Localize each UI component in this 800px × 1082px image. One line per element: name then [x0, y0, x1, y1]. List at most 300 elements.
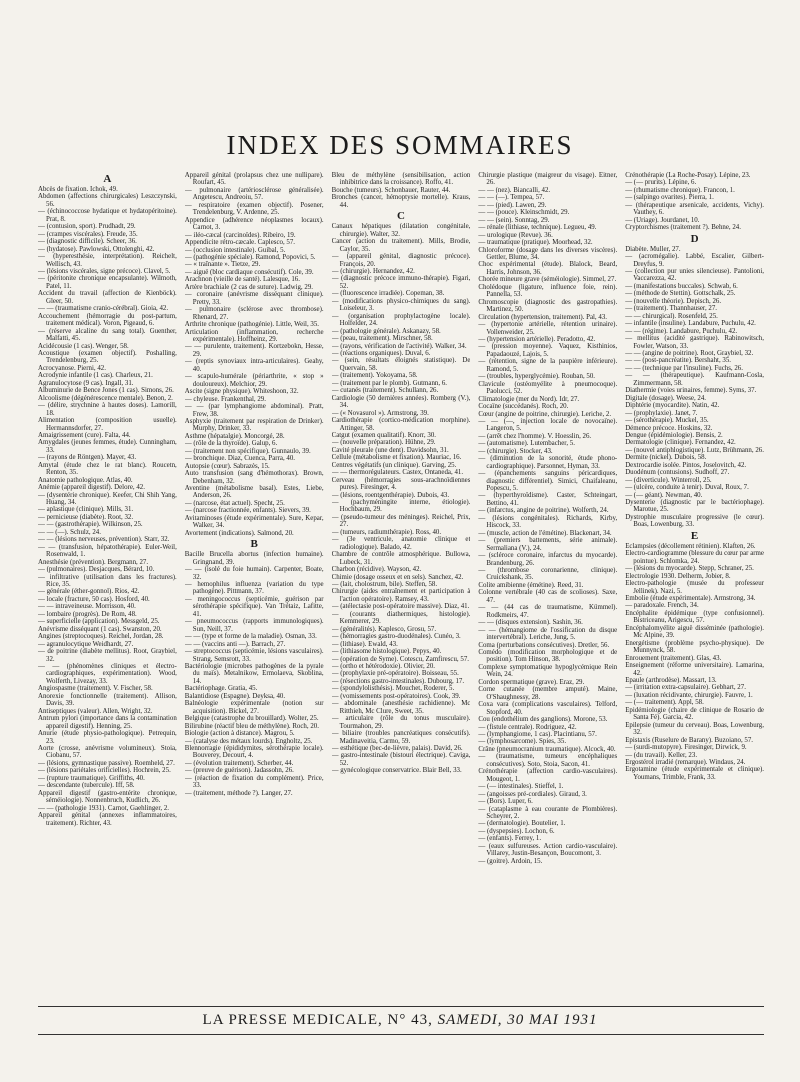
index-entry: — — (transfusion, hépatothérapie). Euler-Weil, Rosenwald, 1.	[38, 543, 177, 559]
index-entry: Embolie (étude expérimentale). Armstrong, 34.	[625, 595, 756, 603]
index-entry: Chirurgie plastique (maigreur du visage). Eitner, 26.	[478, 172, 618, 187]
index-entry: — traumatique (pratique). Moorhead, 32.	[478, 239, 593, 247]
index-entry: — — (traumatisme cranio-cérébral). Gioia, 42.	[38, 305, 169, 313]
index-entry: Arthrite chronique (pathogénie). Little, Weil, 35.	[184, 321, 320, 329]
index-entry: Balnéologie expérimentale (notion sur acquisition). Bickel, 27.	[184, 700, 324, 715]
index-entry: Cryptorchismes (traitement ?). Behne, 24.	[625, 224, 741, 232]
index-entry: Antiseptiques (valeur). Allen, Wright, 32.	[38, 707, 153, 715]
index-entry: — aiguë (bloc cardiaque consécutif). Cole, 39.	[184, 268, 314, 276]
index-entry: Albuminurie de Bence Jones (1 cas). Simons, 26.	[38, 387, 174, 395]
index-entry: — lombaire (progrès). De Rom, 48.	[38, 610, 137, 618]
index-entry: — — purulente, traitement). Kortzebokn, Hesse, 29.	[184, 343, 324, 358]
index-entry: — — thermorégulateurs. Castex, Ontaneda, 41.	[331, 469, 464, 477]
index-entry: — agranulocytique Weidhardt, 27.	[38, 640, 134, 648]
index-entry: — (surdi-mutopyre). Firesinger, Dirwick, 9.	[625, 744, 747, 752]
index-entry: Avortement (indications). Salmond, 20.	[184, 529, 294, 537]
index-entry: — — (—). Schulz, 24.	[38, 528, 101, 536]
index-entry: Coxa vara (complications vasculaires). Telford, Stopford, 40.	[478, 701, 618, 716]
index-entry: Cordon spermatique (grave). Eraz, 29.	[478, 678, 585, 686]
index-entry: Cardiologie (50 dernières années). Romberg (V.), 34.	[331, 394, 471, 410]
index-entry: Anesthésie (prévention). Bergmann, 27.	[38, 558, 149, 566]
index-entry: — (réaction de fixation du complément). Price, 33.	[184, 774, 324, 790]
index-entry: — (contusion, sport). Prudhadt, 29.	[38, 223, 136, 231]
index-entry: — — (régime). Landabure, Puchulu, 42.	[625, 327, 738, 335]
index-entry: — (courants diathermiques, histologie). Kemmerer, 29.	[331, 610, 471, 626]
index-entry: — (atélectasie post-opératoire massive). Diaz, 41.	[331, 603, 470, 611]
index-entry: — (pathologie générale). Askanazy, 58.	[331, 327, 441, 335]
index-entry: — (— traitement). Appl, 58.	[625, 699, 704, 707]
index-entry: — (lésions, gymnastique passive). Roemheld, 27.	[38, 759, 175, 767]
index-entry: — — (lésions nerveuses, prévention). Starr, 32.	[38, 536, 170, 544]
index-entry: — infantile (insuline). Landabure, Puchulu, 42.	[625, 320, 756, 328]
index-entry: — — (vaccins anti —). Barrach, 27.	[184, 640, 286, 648]
index-entry: Chloroforme (dosage dans les diverses viscères). Gettler, Blume, 34.	[478, 246, 618, 261]
index-entry: — (Uriage). Jourdanet, 10.	[625, 216, 700, 224]
index-entry: Démence précoce. Hoskins, 32.	[625, 424, 713, 432]
index-entry: Chimie (dosage osseux et en sels). Sanchez, 42.	[331, 573, 464, 581]
index-entry: — (hypertonie artérielle, rétention urinaire). Vollenweider, 25.	[478, 321, 618, 336]
index-entry: — locale (fracture, 50 cas). Hosford, 40.	[38, 595, 150, 603]
index-entry: — (collection pur unies silencieuse). Pantolioni, Vaccarezza, 42.	[625, 267, 764, 283]
page-footer	[0, 1012, 800, 1029]
index-entry: — (arrêt chez l'homme). V. Hoesslin, 26.	[478, 432, 592, 440]
index-entry: — pulmonaire (artériosclérose généralisée). Angetescu, Andreoiu, 57.	[184, 186, 324, 202]
index-entry: Encéphalite épidémique (type confusionnel). Bistriceanu, Arigescu, 57.	[625, 609, 764, 625]
index-entry: — esthétique (bec-de-lièvre, palais). David, 26.	[331, 744, 463, 752]
index-entry: — (dyspepsies). Lochon, 6.	[478, 827, 555, 835]
index-entry: — (sein, résultats éloignés statistique). De Quervain, 58.	[331, 357, 471, 372]
index-entry: — bronchique. Diaz, Cuenca, Parra, 40.	[184, 455, 296, 463]
index-entry: Ergotamine (étude expérimentale et clinique). Youmans, Trimble, Frank, 33.	[625, 766, 764, 781]
index-entry: — (délire, strychnine à hautes doses). Lamorill, 18.	[38, 402, 177, 417]
index-entry: — (rôle de la thyroïde). Galup, 6.	[184, 440, 278, 448]
index-entry: Bactériologie (microbes pathogènes de la pyrale du maïs). Metalnikow, Ermolaeva, Skoblina, 14.	[184, 663, 324, 685]
index-entry: Complexe symptomatique hypoglycémique Rein Wein, 24.	[478, 663, 618, 679]
index-entry: — (réserve alcaline du sang total). Guenther, Malfatti, 45.	[38, 327, 177, 343]
index-entry: Charbon (récidive). Wayson, 42.	[331, 566, 422, 574]
index-entry: Acidécousie (1 cas). Wenger, 58.	[38, 342, 129, 350]
index-entry: — (scléroce coronaire, infarctus du myocarde). Brandenburg, 26.	[478, 552, 618, 567]
index-entry: — (diminution de la sonorité, étude phono-cardiographique). Parsonnet, Hyman, 33.	[478, 455, 618, 470]
index-entry: Dystrophie musculaire progressive (le cœur). Boas, Lowenburg, 33.	[625, 513, 764, 529]
index-entry: Diathermie (voies urinaires, femme). Syms, 37.	[625, 387, 757, 395]
index-entry: Cœur (angine de poitrine, chirurgie). Leriche, 2.	[478, 410, 612, 418]
index-entry: — (eaux sulfureuses. Action cardio-vasculaire). Villarey, Justin-Besançon, Boucomont, 3.	[478, 842, 618, 858]
index-entry: — coronaire (anévrisme disséquant clinique). Pretty, 33.	[184, 291, 324, 306]
index-entry: — (occlusion intestinale). Guibal, 5.	[184, 246, 286, 254]
index-entry: — (hyperthyroïdisme). Caster, Schteingart, Bettino, 41.	[478, 492, 618, 507]
index-entry: — (évolution traitement). Scherber, 44.	[184, 759, 294, 767]
index-entry: — (échinococcose hydatique et hydatopéritoine). Prat, 8.	[38, 208, 177, 223]
index-entry: — biliaire (troubles pancréatiques consécutifs). Madinaveitia, Carmo, 59.	[331, 730, 471, 745]
index-entry: — (— géant). Newman, 40.	[625, 491, 703, 499]
index-entry: — (appareil génital, diagnostic précoce). François, 20.	[331, 253, 471, 268]
index-entry: — (lésions du myocarde). Stepp, Schraner, 25.	[625, 565, 754, 573]
index-entry: Angines (streptocoques). Reichel, Jordan, 28.	[38, 633, 164, 641]
index-entry: — (pseudo-tumeur des méninges). Reichel, Prix, 27.	[331, 513, 471, 529]
index-entry: — (infarctus, angine de poitrine). Wolferth, 24.	[478, 507, 609, 515]
index-entry: — — (angine de poitrine). Root, Graybiel, 32.	[625, 349, 754, 357]
index-entry: — — (pied). Lawen, 29.	[478, 201, 547, 209]
index-entry: — — (disques extension). Sashin, 36.	[478, 619, 583, 627]
index-entry: — (automatisme). Lutembacher, 5.	[478, 440, 575, 448]
index-entry: — — (technique par l'insuline). Fuchs, 26.	[625, 364, 743, 372]
index-entry: — (prophylaxie). Janet, 7.	[625, 409, 698, 417]
index-entry: Acrocyanose. Pierni, 42.	[38, 364, 106, 372]
index-entry: — (traitement, méthode ?). Langer, 27.	[184, 789, 293, 797]
index-entry: — (nouvelle préparation). Hühne, 29.	[331, 439, 436, 447]
index-entry: — — (sein). Sonntag, 29.	[478, 216, 550, 224]
index-entry: Cancer (action du traitement). Mills, Brodie, Caylor, 35.	[331, 238, 471, 253]
index-entry: Belgique (catastrophe du brouillard). Wolter, 25.	[184, 715, 319, 723]
index-entry: — (traumatisme, tumeurs encéphaliques consécutives). Soto, Stoia, Sacon, 41.	[478, 753, 618, 768]
section-letter: D	[690, 232, 699, 245]
index-entry: — (hypertension artérielle). Peradotto, 42.	[478, 335, 596, 343]
index-entry: — (méthode de Stettin). Gottschalk, 25.	[625, 290, 736, 298]
index-entry: — infiltrative (utilisation dans les fractures). Rice, 35.	[38, 573, 177, 589]
index-entry: — (narcose fractionnée, enfants). Sievers, 39.	[184, 507, 311, 515]
index-entry: Bilirubine (réactif bleu de méthylène). Roch, 20.	[184, 722, 319, 730]
index-entry: Cou (endothélium des ganglions). Morone, 53.	[478, 716, 608, 724]
index-entry: Canaux hépatiques (dilatation congénitale, chirurgie). Walter, 32.	[331, 223, 471, 238]
index-entry: — — (par lymphangiome abdominal). Pratt, Frew, 38.	[184, 403, 324, 418]
index-entry: Epidémiologie (chaire de clinique de Rosario de Santa Fé). Garcia, 42.	[625, 706, 764, 722]
index-entry: — — (pouce). Kleinschmidt, 29.	[478, 209, 570, 217]
index-entry: — pernicieuse (diabète). Root, 32.	[38, 513, 134, 521]
index-entry: Angiospasme (traitement). V. Fischer, 58.	[38, 685, 153, 693]
index-entry: — (du travail). Keller, 23.	[625, 751, 698, 759]
index-entry: Appareil digestif (gastro-entérite chronique, séméiologie). Nonnenbruch, Kudlich, 26.	[38, 789, 177, 805]
footer-date: SAMEDI, 30 MAI 1931	[437, 1012, 598, 1028]
index-entry: — (catalyse des métaux lourds). Engholtz, 25.	[184, 737, 313, 745]
index-entry: — (rétention, signe de la paupière inférieure). Ramond, 5.	[478, 358, 618, 373]
index-entry: — (rupture traumatique). Griffiths, 40.	[38, 774, 145, 782]
index-entry: Agranulocytose (9 cas). Ingall, 31.	[38, 379, 134, 387]
index-entry: — — (type et forme de la maladie). Osman, 33.	[184, 633, 317, 641]
index-entry: — meningococcus (septicémie, guérison par sérothérapie spécifique). Van Trétaiz, Lafitte, 41.	[184, 595, 324, 618]
index-entry: Anévrisme disséquant (1 cas). Swanston, 20.	[38, 625, 162, 633]
index-entry: Asphyxie (traitement par respiration de Drinker). Murphy, Drinker, 33.	[184, 417, 324, 433]
index-entry: Aventine (métabolisme basal). Estes, Liebe, Anderson, 26.	[184, 485, 324, 500]
index-entry: — (rhumatisme chronique). Francon, 1.	[625, 186, 735, 194]
index-entry: — (chirurgie). Stocker, 43.	[478, 447, 553, 455]
index-entry: — (péritonite chronique encapsulante). Wilmoth, Patel, 11.	[38, 275, 177, 290]
index-entry: Appendice (adhérence néoplasmes locaux). Carnot, 3.	[184, 216, 324, 232]
index-entry: Anatomie pathologique. Atlas, 40.	[38, 476, 133, 484]
index-entry: — (muscle, action de l'émétine). Blackenart, 34.	[478, 529, 612, 537]
index-entry: Arachnon (vieille de santé). Lalesque, 16.	[184, 276, 300, 284]
index-entry: — (hyperesthésie, interprétation). Reichelt, Wellisch, 43.	[38, 253, 177, 268]
footer-rule-bottom	[38, 1034, 764, 1035]
index-column-1	[38, 172, 177, 1004]
index-columns	[38, 172, 764, 1004]
index-entry: — (diverticule). Winterroll, 25.	[625, 476, 712, 484]
index-entry: — (traitement non spécifique). Gunnaulo, 39.	[184, 447, 311, 455]
index-entry: Appareil génital (annexes inflammatoires, traitement). Richter, 43.	[38, 812, 177, 827]
index-entry: — (ortho et hétérodoxie). Olivier, 20.	[331, 663, 436, 670]
index-entry: — rénale (lithiase, technique). Legueu, 49.	[478, 224, 597, 232]
index-entry: — (dysentérie chronique). Keefer, Chi Shih Yang, Huang, 34.	[38, 491, 177, 507]
index-entry: Duodénum (contusions). Sudhoff, 27.	[625, 469, 730, 477]
index-entry: — (vomissements post-opératoires). Cook, 39.	[331, 692, 461, 700]
index-entry: Aorte (crosse, anévrisme volumineux). Stoia, Ciobanu, 57.	[38, 744, 177, 760]
index-entry: — (troubles, hyperglycémie). Rouban, 50.	[478, 373, 595, 381]
index-entry: — (crampes viscérales). Freude, 35.	[38, 230, 138, 238]
index-entry: — iléo-cæcal (carcinoïdes). Ribeiro, 19.	[184, 231, 296, 239]
index-entry: Alimentation (composition usuelle). Hermannsdorfer, 27.	[38, 417, 177, 432]
index-entry: Appareil génital (prolapsus chez une nullipare). Roufart, 45.	[184, 172, 324, 187]
index-entry: — (— prurits). Lépine, 6.	[625, 179, 697, 187]
index-entry: — (réactions organiques). Duval, 6.	[331, 349, 431, 357]
index-entry: Acoustique (examen objectif). Poshalling, Trendelenburg, 25.	[38, 349, 177, 365]
index-entry: Encéphalomyélite aiguë disséminée (pathologie). Mc Alpine, 39.	[625, 624, 764, 640]
index-entry: Bacille Brucella abortus (infection humaine). Gringnand, 39.	[184, 551, 324, 566]
index-entry: — (sérothérapie). Muckel, 35.	[625, 417, 709, 425]
index-entry: Choc expérimental (étude). Blalock, Beard, Harris, Johnson, 36.	[478, 261, 618, 276]
index-entry: — paradoxale. French, 34.	[625, 602, 699, 610]
index-entry: — (lésions pariétales orificielles). Hochrein, 25.	[38, 767, 171, 775]
section-letter: E	[690, 529, 699, 542]
index-entry: Coma (perturbations consécutives). Dretler, 56.	[478, 641, 610, 649]
index-entry: — (luxation récidivante, chirurgie). Fauvre, 1.	[625, 691, 753, 699]
index-entry: — (traitement). Yokoyama, 58.	[331, 372, 418, 380]
index-entry: Abdomen (affections chirurgicales) Leszczynski, 56.	[38, 193, 177, 208]
index-entry: Centres végétatifs (un clinique). Garving, 25.	[331, 461, 457, 469]
index-entry: — (opération de Syme). Cotescu, Zamfirescu, 57.	[331, 655, 469, 663]
index-entry: Enrouement (traitement). Glas, 43.	[625, 654, 722, 662]
index-entry: Biologie (action à distance). Magrou, 5.	[184, 730, 295, 738]
index-entry: Epilepsie (tumeur du cerveau). Boas, Lowenburg, 32.	[625, 721, 764, 737]
page-title: INDEX DES SOMMAIRES	[226, 130, 574, 160]
index-column-2	[185, 172, 324, 1004]
index-entry: Appendicite rétro-cæcale. Caplesco, 57.	[184, 239, 296, 247]
index-entry: — — (hémangiome de l'ossification du disque intervertébral). Leriche, Jung, 5.	[478, 626, 618, 642]
index-entry: — (traitement). Thannhauser, 27.	[625, 305, 718, 313]
index-entry: — (rayons, vérification de l'activité). Walker, 34.	[331, 342, 467, 350]
index-entry: — — (nez). Biancalli, 42.	[478, 186, 551, 194]
index-entry: Circulation (hypertension, traitement). Pal, 43.	[478, 313, 607, 321]
index-entry: — pulmonaire (sclérose avec thrombose). Rhenard, 27.	[184, 306, 324, 321]
footer-rule-top	[38, 1006, 764, 1007]
index-entry: — (fluorescence irradiée). Copeman, 38.	[331, 290, 445, 298]
index-entry: — (fistule centrale). Rodriguez, 42.	[478, 723, 577, 731]
index-entry: — (traitement par le plomb). Gutmann, 6.	[331, 379, 447, 387]
index-entry: Ergostérol irradié (remarque). Windaus, 24.	[625, 758, 746, 766]
index-entry: Chambre de contrôle atmosphérique. Bullowa, Lubeck, 31.	[331, 551, 471, 566]
index-column-4	[478, 172, 617, 1004]
index-entry: — — intraveineuse. Morrisson, 40.	[38, 603, 136, 611]
index-entry: Electrologie 1930. Delherm, Jobier, 8.	[625, 572, 731, 580]
index-entry: — respiratoire (examen objectif). Posener, Trendelenburg, V. Ardenne, 25.	[184, 201, 324, 217]
index-entry: Dermite (nickel). Dubois, 58.	[625, 454, 707, 462]
index-entry: — (irritation extra-capsulaire). Gebhart, 27.	[625, 684, 746, 692]
index-entry: Dextrocardie isolée. Pintos, Joselovitch, 42.	[625, 461, 747, 469]
index-entry: Anorexie fonctionnelle (traitement). Allison, Davis, 39.	[38, 692, 177, 708]
index-entry: — (modifications physico-chimiques du sang). Loiseleur, 3.	[331, 297, 471, 313]
index-entry: — abdominale (anesthésie rachidienne). Mc Ritthieh, Mc Clure, Sweet, 35.	[331, 700, 471, 715]
index-entry: — — (post-pancréatite). Bershaht, 35.	[625, 357, 732, 365]
index-entry: Bronches (cancer, hémoptysie mortelle). Kraus, 44.	[331, 194, 471, 209]
index-entry: — (lésions, roentgenthérapie). Dubois, 43.	[331, 491, 450, 499]
index-entry: — — (isolé du foie humain). Carpenter, Boate, 32.	[184, 566, 324, 581]
index-entry: Cavité pleurale (une dent). Davidsohn, 31.	[331, 446, 449, 454]
index-entry: Antrum pylori (importance dans la contamination appareil digestif). Henning, 25.	[38, 715, 177, 730]
index-entry: — (enfants). Ferrey, 1.	[478, 835, 542, 843]
index-entry: Cholédoque (ligature, influence foie, rein). Pannella, 53.	[478, 283, 618, 299]
index-entry: Energétisme (problème psycho-physique). De Munnynck, 58.	[625, 639, 764, 655]
index-entry: — — (gastrothérapie). Wilkinson, 25.	[38, 521, 143, 529]
index-entry: Blennorragie (épididymites, sérothérapie locale). Bouverey, Decourt, 4.	[184, 744, 324, 760]
index-entry: — (prophylaxie pré-opératoire). Boisseau, 55.	[331, 670, 459, 678]
section-letter: A	[103, 173, 112, 185]
index-entry: Anémie (appareil digestif). Delore, 42.	[38, 484, 145, 492]
index-entry: — (cataplasme à eau courante de Plombières). Scheyrer, 2.	[478, 805, 618, 820]
index-entry: — (« Novasurol »). Armstrong, 39.	[331, 409, 429, 417]
index-entry: — pneumococcus (rapports immunologiques). Sun, Neill, 37.	[184, 618, 324, 633]
index-entry: Eclampsies (décollement rétinien). Klaften, 26.	[625, 542, 756, 550]
index-entry: — (hydatose). Pawlowski, Ottolenghi, 42.	[38, 245, 155, 253]
index-entry: — (premiers battements, série animale). Sermaliana (V.), 24.	[478, 537, 618, 552]
index-entry: Accouchement (hémorragie du post-partum, traitement médical). Voron, Pigeaud, 6.	[38, 312, 177, 328]
index-entry: — (rayons de Röntgen). Mayer, 43.	[38, 454, 137, 462]
index-entry: — (3e ventricule, anatomie clinique et radiologique). Balado, 42.	[331, 536, 471, 551]
index-entry: — (acromégalie). Labbé, Escalier, Gilbert-Dreyfus, 9.	[625, 253, 764, 268]
index-entry: — générale (éther-gonnol). Rios, 42.	[38, 588, 140, 596]
index-entry: Colite amibienne (émétine). Reed, 31.	[478, 581, 584, 589]
index-entry: Amygdales (jeunes femmes, étude). Cunningham, 33.	[38, 439, 177, 454]
index-entry: Cocaïne (succédanés). Roch, 20.	[478, 403, 569, 411]
index-entry: — — (pathologie 1931). Carnot, Gaehlinger, 2.	[38, 804, 169, 812]
index-entry: Chirurgie (aides entraînement et participation à l'action opératoire). Ramsey, 43.	[331, 588, 471, 603]
index-entry: — descendante (tubercule). Iff, 58.	[38, 782, 135, 790]
index-entry: — (lésions congénitales). Richards, Kirby, Hiscock, 33.	[478, 514, 618, 530]
index-entry: Dengue (épidémiologie). Bensis, 2.	[625, 431, 723, 439]
index-entry: Alcoolisme (dégénérescence mentale). Benon, 2.	[38, 394, 173, 402]
index-entry: Articulation (inflammation, recherche expérimentale). Hoffheinz, 29.	[184, 328, 324, 343]
index-entry: — (nouvel antiphlogistique). Lutz, Brühmann, 26.	[625, 446, 764, 454]
index-entry: — (lymphangiome, 1 cas). Placintianu, 57.	[478, 730, 597, 738]
index-entry: Artère brachiale (2 cas de suture). Ladwig, 29.	[184, 283, 313, 291]
index-entry: Epistaxis (Ruselure de Barany). Buzoiano, 57.	[625, 736, 754, 744]
index-entry: — scapulo-humérale (périarthrite, « stop » douloureux). Melchior, 29.	[184, 373, 324, 388]
index-entry: — (spondylolisthésis). Mouchet, Roderer, 5.	[331, 685, 455, 693]
index-entry: — (Bors). Luper, 6.	[478, 798, 533, 806]
index-entry: — (pachyméningite interne, étiologie). Hochbaum, 29.	[331, 499, 471, 514]
index-column-3	[332, 172, 471, 1004]
index-entry: — (résections gastro-intestinales). Dubourg, 17.	[331, 677, 465, 685]
index-entry: Balantidiose (Espagne). Deyksa, 40.	[184, 692, 286, 700]
index-entry: — (dermatologie). Boutelier, 1.	[478, 820, 566, 828]
index-entry: Bouche (tumeurs). Schonbauer, Rauter, 44.	[331, 186, 451, 194]
index-entry: — cutanés (traitement). Schullann, 26.	[331, 387, 439, 395]
index-entry: — (narcose, état actuel). Specht, 25.	[184, 499, 285, 507]
index-entry: Catgut (examen qualitatif). Knorr, 30.	[331, 431, 436, 439]
index-entry: — — (44 cas de traumatisme, Kümmel). Rodkmeirs, 47.	[478, 604, 618, 619]
index-entry: Corne cutanée (membre amputé). Maine, O'Shaughnessy, 28.	[478, 686, 618, 701]
index-entry: — (pathogénie spéciale). Ramond, Popovici, 5.	[184, 253, 316, 261]
index-entry: Diabète. Muller, 27.	[625, 245, 681, 253]
index-entry: — — chirurgical). Rosenfeld, 25.	[625, 312, 718, 320]
index-entry: Colonne vertébrale (40 cas de scolioses). Saxe, 47.	[478, 589, 618, 604]
index-entry: Chorée mineure grave (séméiologie). Simmel, 27.	[478, 276, 617, 284]
index-entry: — (peau, traitement). Mirschner, 58.	[331, 335, 433, 343]
index-entry: Electro-cardiogramme (blessure du cœur par arme pointue). Schlomka, 24.	[625, 550, 764, 565]
index-entry: Crâne (pneumocranium traumatique). Alcock, 40.	[478, 745, 616, 753]
index-entry: — (goitre). Ardoin, 15.	[478, 857, 543, 865]
index-entry: Crénothérapie (La Roche-Posay). Lépine, 23.	[625, 172, 751, 179]
index-entry: Climatologie (mer du Nord). Idr, 27.	[478, 395, 580, 403]
index-entry: — (diagnostic difficile). Scheer, 36.	[38, 238, 137, 246]
index-entry: — (pression moyenne). Vaquez, Kisthinios, Papadaouzé, Lajois, 5.	[478, 343, 618, 358]
index-entry: Acrodynie infantile (1 cas). Charleux, 21.	[38, 372, 153, 380]
index-entry: — (lithiasome histologique). Pepys, 40.	[331, 648, 442, 656]
index-entry: — chyleuse. Frankenthal, 29.	[184, 395, 266, 403]
footer-journal: LA PRESSE MEDICALE, N° 43,	[202, 1012, 433, 1028]
index-entry: — hemophilus influenza (variation du type pathogène). Pittmann, 37.	[184, 581, 324, 596]
index-entry: — gastro-intestinale (bistouri électrique). Caviga, 52.	[331, 752, 471, 767]
index-entry: — (angoisses pré-cordiales). Giraud, 3.	[478, 790, 587, 798]
index-entry: Diphtérie (myocardite). Natin, 42.	[625, 402, 720, 410]
index-entry: Comédo (modification morphologique et de position). Tom Hinson, 38.	[478, 649, 618, 664]
index-entry: — — (—, injection locale de novocaïne). Langeron, 5.	[478, 417, 618, 433]
index-entry: Dermatologie (clinique). Fernandez, 42.	[625, 439, 736, 447]
index-entry: — superficielle (application). Messgeld, 25.	[38, 618, 160, 626]
index-entry: Cellule (métabolisme et fixation). Mauriac, 16.	[331, 454, 462, 462]
index-entry: Accident du travail (affection de Kienböck). Gleer, 50.	[38, 290, 177, 305]
index-entry: — (ulcère, conduite à tenir). Duval, Roux, 7.	[625, 484, 749, 492]
index-entry: Avitaminoses (étude expérimentale). Sure, Kepar, Walker, 34.	[184, 514, 324, 530]
index-entry: — (tumeurs, radiumthérapie). Ross, 40.	[331, 528, 442, 536]
index-entry: — (thérapeutique arsenicale, accidents, Vichy). Vauthey, 6.	[625, 201, 764, 217]
index-entry: — aplastique (clinique). Mills, 31.	[38, 506, 134, 514]
index-entry: Cardiothérapie (cortico-médication morphine). Attinger, 58.	[331, 417, 471, 432]
index-entry: — — (phénomènes cliniques et électro-cardiographiques, expérimentation). Wood, Wolferth, Livezay, 33.	[38, 663, 177, 685]
index-entry: Cerveau (hémorragies sous-arachnoïdiennes pures). Firesinger, 4.	[331, 476, 471, 492]
index-entry: Chromoscopie (diagnostic des gastropathies). Martinez, 50.	[478, 298, 618, 314]
index-entry: — (organisation prophylactogène locale). Holfelder, 24.	[331, 312, 471, 328]
index-entry: Abcès de fixation. Ichok, 49.	[38, 186, 118, 193]
index-entry: Epaule (arthrodèse). Massart, 13.	[625, 677, 717, 684]
index-entry: — (lait, cholostrum, bile). Steffen, 58.	[331, 581, 438, 589]
index-entry: — mellitus (acidité gastrique). Rabinowitsch, Fowler, Watson, 33.	[625, 335, 764, 350]
index-entry: — (généralités). Kaplesco, Grosu, 57.	[331, 625, 437, 633]
index-entry: Auto transfusion (sang d'hémothorax). Brown, Debenham, 32.	[184, 470, 324, 485]
index-entry: Anurie (étude physio-pathologique). Petrequin, 23.	[38, 730, 177, 745]
index-entry: — (nouvelle théorie). Depisch, 26.	[625, 297, 722, 305]
index-entry: — (épanchements sanguins péricardiques, diagnostic différentiel). Simici, Chaifaleanu, Popescu, 5.	[478, 470, 618, 493]
index-entry: — (diagnostic précoce immuno-thérapie). Figari, 52.	[331, 275, 471, 290]
index-entry: — streptococcus (septicémie, lésions vasculaires). Strang, Semsrott, 33.	[184, 648, 324, 663]
index-entry: Bactériophage. Gratia, 45.	[184, 685, 258, 693]
index-entry: — — (thérapeutique). Kaufmann-Cosla, Zimmermann, 58.	[625, 372, 764, 387]
index-entry: — « traînante ». Tietze, 29.	[184, 261, 261, 269]
index-entry: Crénothérapie (affection cardio-vasculaires). Mougeot, 1.	[478, 768, 618, 783]
index-entry: Amaigrissement (cure). Falta, 44.	[38, 431, 131, 439]
index-entry: — (hémorragies gastro-duodénales). Cunéo, 3.	[331, 633, 461, 641]
index-entry: — urologique (Revue). 36.	[478, 231, 553, 239]
index-entry: Amytal (étude chez le rat blanc). Roucetn, Renton, 35.	[38, 461, 177, 477]
index-entry: Electro-pathologie (musée du professeur Jellinek). Nazi, 5.	[625, 580, 764, 595]
index-entry: — (manifestations buccales). Schwab, 6.	[625, 282, 738, 290]
index-entry: Enseignement (réforme universitaire). Lamarina, 42.	[625, 662, 764, 677]
section-letter: B	[250, 538, 258, 551]
index-entry: — (pulmonaires). Desjacques, Bérard, 10.	[38, 566, 155, 574]
index-entry: Digitale (dosage). Weese, 24.	[625, 394, 707, 402]
index-entry: Bleu de méthylène (sensibilisation, action inhibitrice dans la croissance). Roffo, 41.	[331, 172, 471, 187]
index-entry: — (lithiase). Ewald, 43.	[331, 640, 398, 648]
index-entry: — (thrombose coronarienne, clinique). Cruickshank, 35.	[478, 567, 618, 582]
index-entry: Ascite (signe physique). Whiteshoon, 32.	[184, 388, 299, 396]
